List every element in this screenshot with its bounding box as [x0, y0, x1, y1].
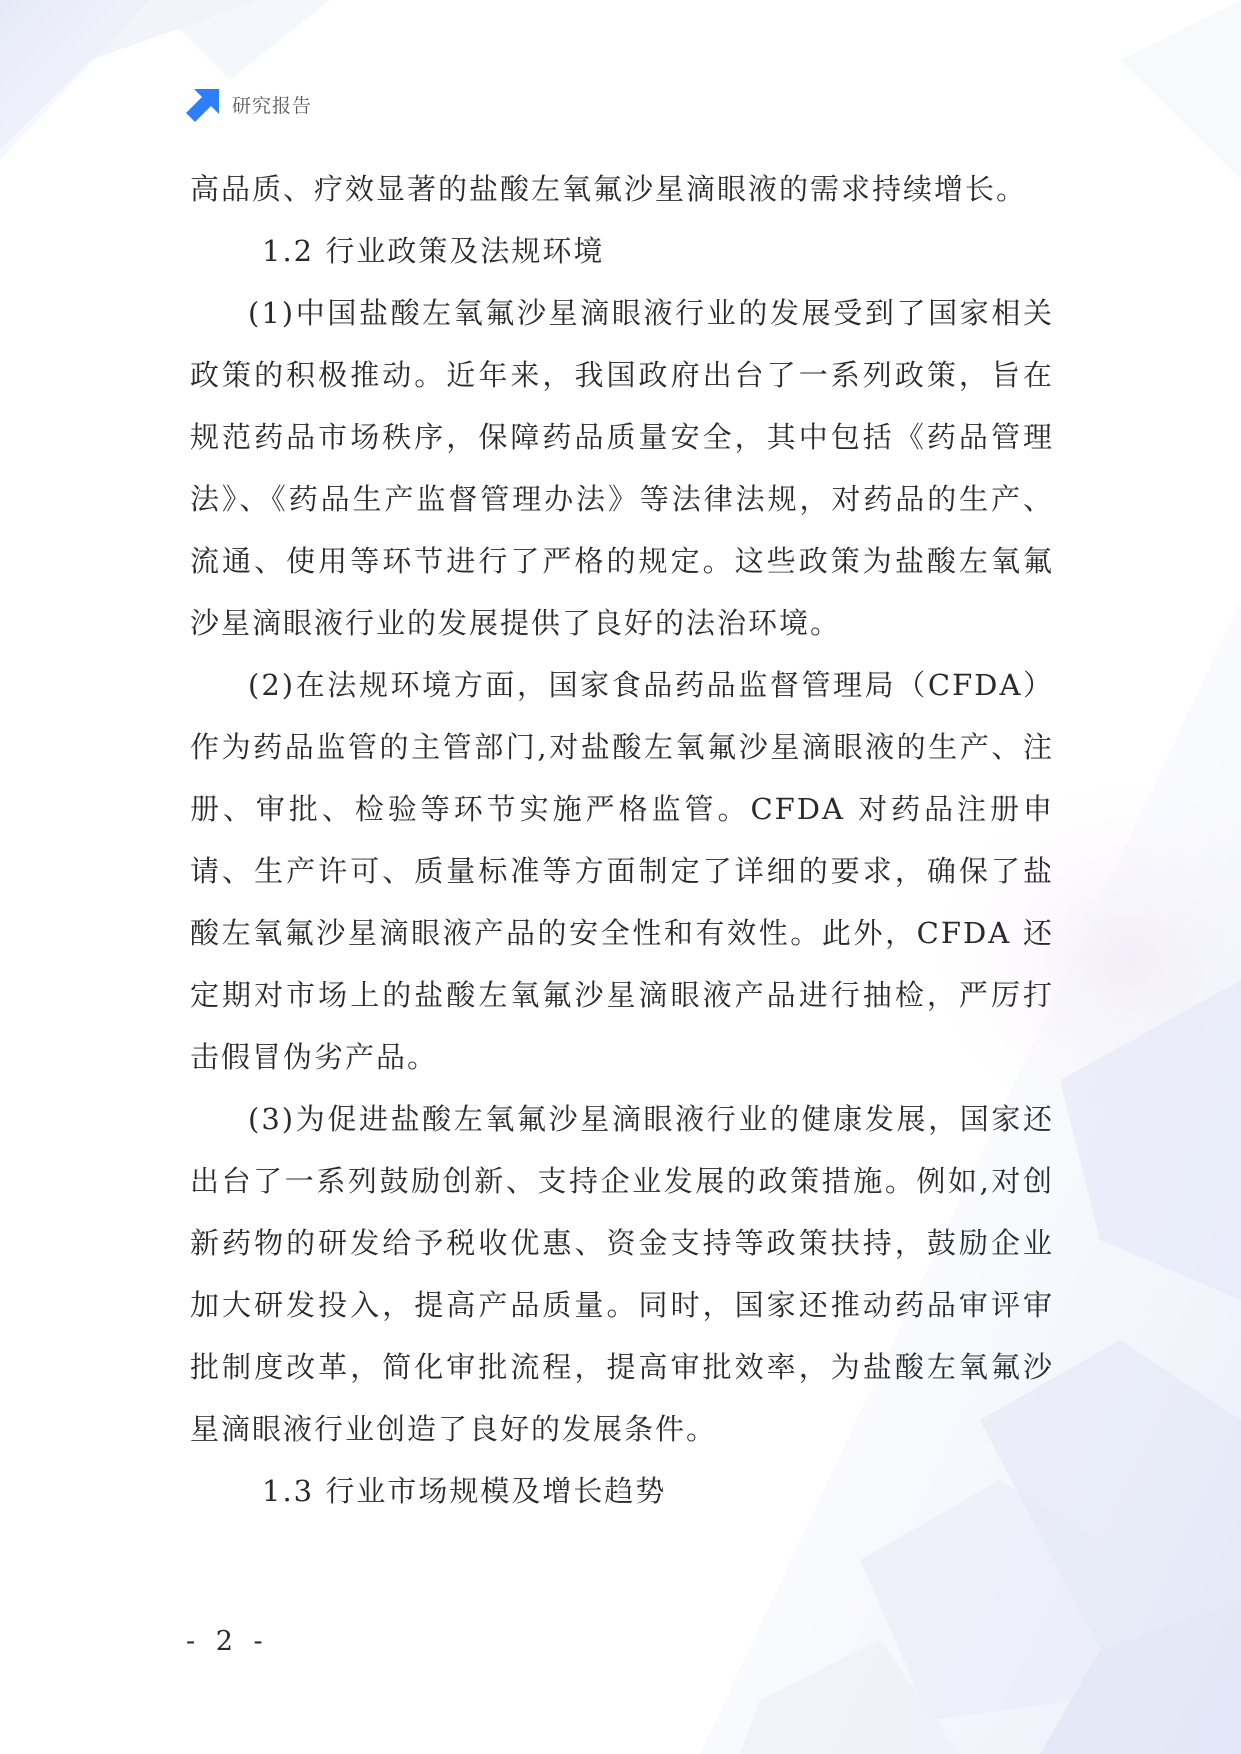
- arrow-up-right-icon: [186, 86, 222, 122]
- page-number: - 2 -: [186, 1626, 269, 1657]
- report-header: [186, 86, 312, 122]
- header-title: 研究报告: [232, 94, 313, 117]
- continuation-paragraph: 高品质、疗效显著的盐酸左氧氟沙星滴眼液的需求持续增长。: [190, 172, 1028, 206]
- paragraph-3: (3)为促进盐酸左氧氟沙星滴眼液行业的健康发展，国家还出台了一系列鼓励创新、支持企业发展的政策措施。例如,对创新药物的研发给予税收优惠、资金支持等政策扶持，鼓励企业加大研发投入，提高产品质量。同时，国家还推动药品审评审批制度改革，简化审批流程，提高审批效率，为盐酸左氧氟沙星滴眼液行业创造了良好的发展条件。: [190, 1102, 1054, 1446]
- section-heading-1-3: 1.3 行业市场规模及增长趋势: [262, 1474, 667, 1508]
- section-heading-1-2: 1.2 行业政策及法规环境: [262, 234, 605, 268]
- paragraph-1: (1)中国盐酸左氧氟沙星滴眼液行业的发展受到了国家相关政策的积极推动。近年来，我国政府出台了一系列政策，旨在规范药品市场秩序，保障药品质量安全，其中包括《药品管理法》、《药品生产监督管理办法》等法律法规，对药品的生产、流通、使用等环节进行了严格的规定。这些政策为盐酸左氧氟沙星滴眼液行业的发展提供了良好的法治环境。: [190, 296, 1054, 640]
- document-body: [190, 158, 1054, 1522]
- paragraph-2: (2)在法规环境方面，国家食品药品监督管理局（CFDA）作为药品监管的主管部门,对盐酸左氧氟沙星滴眼液的生产、注册、审批、检验等环节实施严格监管。CFDA 对药品注册申请、生产许可、质量标准等方面制定了详细的要求，确保了盐酸左氧氟沙星滴眼液产品的安全性和有效性。此外，CFDA 还定期对市场上的盐酸左氧氟沙星滴眼液产品进行抽检，严厉打击假冒伪劣产品。: [190, 668, 1054, 1074]
